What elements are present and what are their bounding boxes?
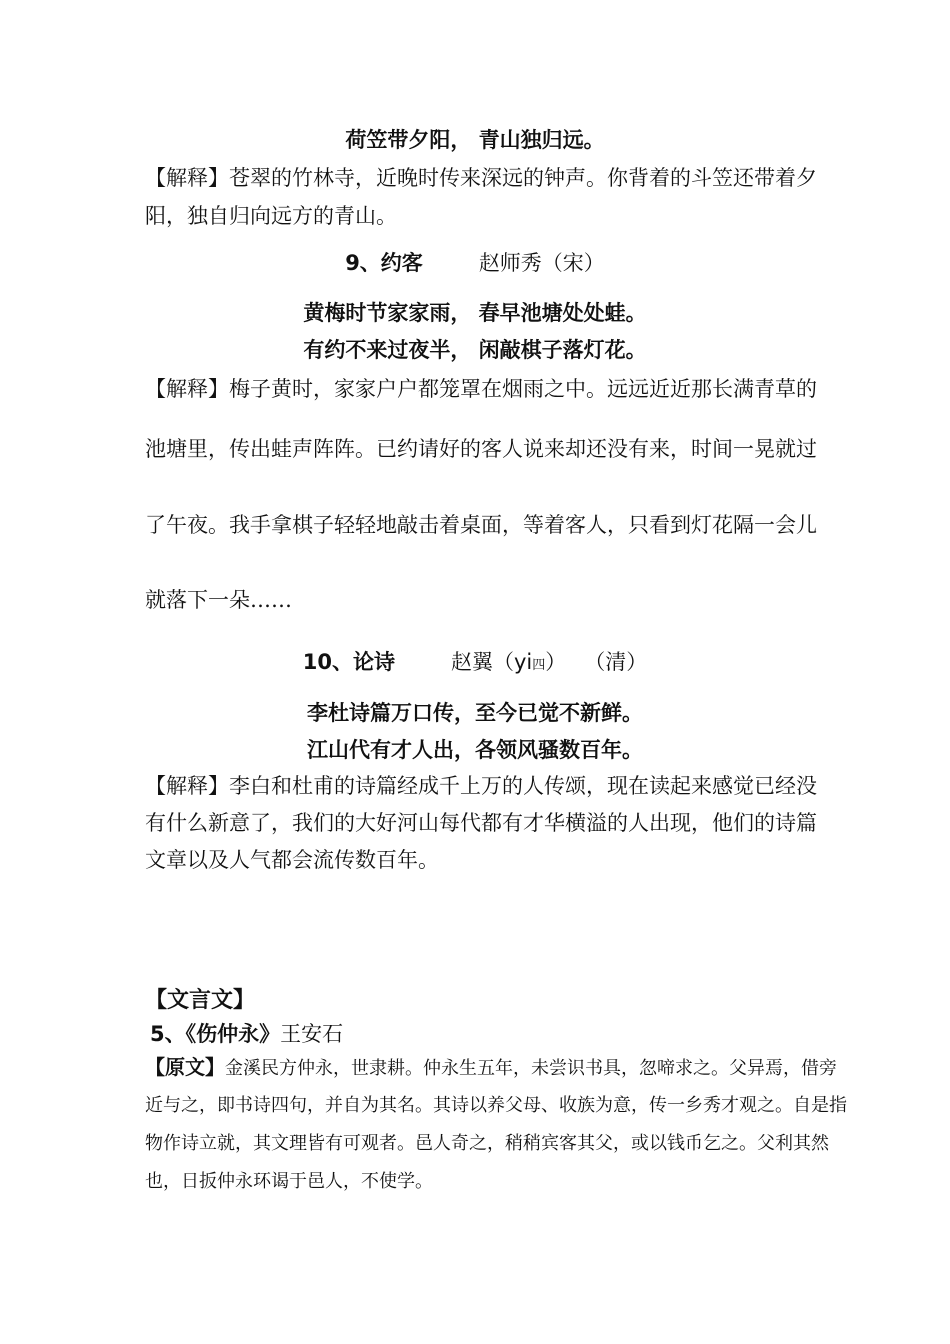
poem10-heading: [0, 646, 950, 676]
classical-title-line: [150, 1018, 343, 1048]
classical-text: 金溪民方仲永，世隶耕。仲永生五年，未尝识书具，忽啼求之。父异焉，借旁: [225, 1058, 837, 1079]
poem10-line2: 江山代有才人出，各领风骚数百年。: [307, 738, 643, 762]
classical-text-line1: [145, 1047, 837, 1089]
poem8-explanation-line1: [145, 162, 817, 192]
poem10-author: 赵翼（yi四）: [450, 650, 567, 674]
explanation-text: 苍翠的竹林寺，近晚时传来深远的钟声。你背着的斗笠还带着夕: [229, 166, 817, 190]
explanation-label: 【解释】: [145, 774, 229, 798]
poem10-line1: 李杜诗篇万口传，至今已觉不新鲜。: [307, 701, 643, 725]
classical-title: 《伤仲永》: [185, 1022, 281, 1046]
poem9-author: 赵师秀（宋）: [478, 251, 605, 275]
poem9-line1: 黄梅时节家家雨， 春早池塘处处蛙。: [303, 301, 647, 325]
explanation-text: 梅子黄时，家家户户都笼罩在烟雨之中。远远近近那长满青草的: [229, 377, 817, 401]
poem9-explanation-line2: 池塘里，传出蛙声阵阵。已约请好的客人说来却还没有来，时间一晃就过: [145, 437, 817, 461]
classical-text-line2: 近与之，即书诗四句，并自为其名。其诗以养父母、收族为意，传一乡秀才观之。自是指: [145, 1095, 847, 1116]
poem9-title: 9、约客: [345, 251, 423, 275]
poem10-dynasty: （清）: [584, 650, 648, 674]
poem9-line2: 有约不来过夜半， 闲敲棋子落灯花。: [303, 338, 647, 362]
classical-text-line3: 物作诗立就，其文理皆有可观者。邑人奇之，稍稍宾客其父，或以钱币乞之。父利其然: [145, 1133, 829, 1154]
yuanwen-label: 【原文】: [145, 1055, 225, 1079]
poem9-explanation-line1: [145, 373, 817, 403]
classical-text-line4: 也，日扳仲永环谒于邑人，不使学。: [145, 1171, 433, 1192]
poem9-explanation-line3: 了午夜。我手拿棋子轻轻地敲击着桌面，等着客人，只看到灯花隔一会儿: [145, 513, 817, 537]
poem10-explanation-line3: 文章以及人气都会流传数百年。: [145, 848, 439, 872]
explanation-label: 【解释】: [145, 166, 229, 190]
poem10-explanation-line1: [145, 770, 817, 800]
poem10-explanation-line2: 有什么新意了，我们的大好河山每代都有才华横溢的人出现，他们的诗篇: [145, 811, 817, 835]
classical-author: 王安石: [280, 1022, 344, 1046]
poem8-line2: 荷笠带夕阳， 青山独归远。: [345, 128, 605, 152]
section-heading-classical: 【文言文】: [145, 988, 256, 1013]
explanation-text: 李白和杜甫的诗篇经成千上万的人传颂，现在读起来感觉已经没: [229, 774, 817, 798]
poem9-heading: [0, 247, 950, 277]
poem9-explanation-line4: 就落下一朵……: [145, 588, 292, 612]
classical-number: 5、: [150, 1022, 186, 1046]
explanation-label: 【解释】: [145, 377, 229, 401]
poem8-explanation-line2: 阳，独自归向远方的青山。: [145, 204, 397, 228]
poem10-title: 10、论诗: [302, 650, 395, 674]
